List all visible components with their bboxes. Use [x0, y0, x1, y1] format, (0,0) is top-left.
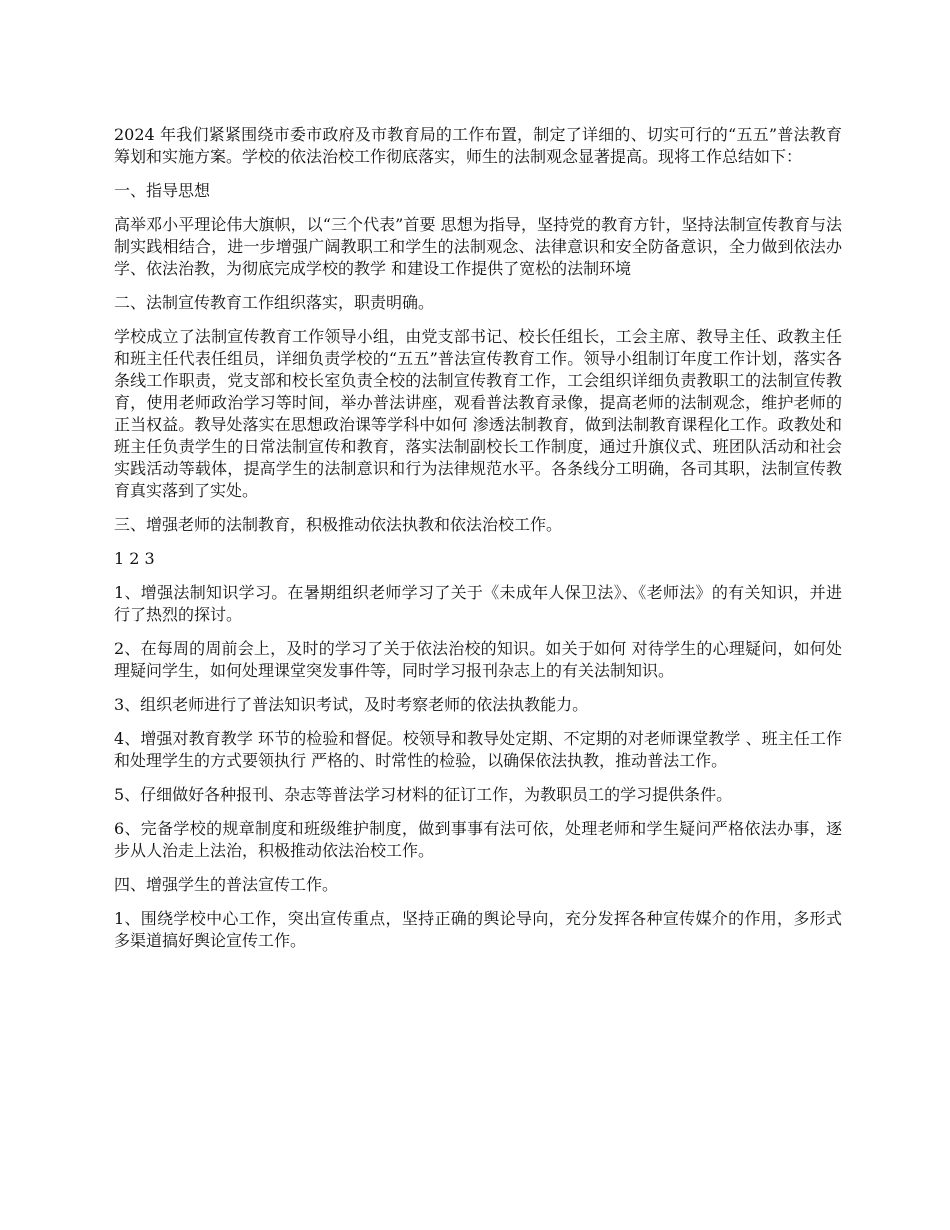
guiding-thought-paragraph: 高举邓小平理论伟大旗帜，以“三个代表”首要 思想为指导，坚持党的教育方针，坚持法制宣传教育与法制实践相结合，进一步增强广阔教职工和学生的法制观念、法律意识和安全防备意识，全力做到依法办学、依法治教，为彻底完成学校的教学 和建设工作提供了宽松的法制环境 — [114, 215, 842, 278]
list-item-1: 1、增强法制知识学习。在暑期组织老师学习了关于《未成年人保卫法》、《老师法》的有关知识，并进行了热烈的探讨。 — [114, 583, 842, 624]
section-heading-4: 四、增强学生的普法宣传工作。 — [114, 875, 339, 894]
section-heading-3: 三、增强老师的法制教育，积极推动依法执教和依法治校工作。 — [114, 515, 563, 534]
list-item-2: 2、在每周的周前会上，及时的学习了关于依法治校的知识。如关于如何 对待学生的心理疑问，如何处理疑问学生，如何处理课堂突发事件等，同时学习报刊杂志上的有关法制知识。 — [114, 639, 842, 680]
document-page — [114, 124, 842, 964]
organization-paragraph: 学校成立了法制宣传教育工作领导小组，由党支部书记、校长任组长，工会主席、教导主任、政教主任和班主任代表任组员，详细负责学校的“五五”普法宣传教育工作。领导小组制订年度工作计划，落实各条线工作职责，党支部和校长室负责全校的法制宣传教育工作，工会组织详细负责教职工的法制宣传教育，使用老师政治学习等时间，举办普法讲座，观看普法教育录像，提高老师的法制观念，维护老师的正当权益。教导处落实在思想政治课等学科中如何 渗透法制教育，做到法制教育课程化工作。政教处和班主任负责学生的日常法制宣传和教育，落实法制副校长工作制度，通过升旗仪式、班团队活动和社会实践活动等载体，提高学生的法制意识和行为法律规范水平。各条线分工明确，各司其职，法制宣传教育真实落到了实处。 — [114, 327, 842, 500]
section-heading-1: 一、指导思想 — [114, 181, 211, 200]
student-list-item-1: 1、围绕学校中心工作，突出宣传重点，坚持正确的舆论导向，充分发挥各种宣传媒介的作用，多形式多渠道搞好舆论宣传工作。 — [114, 909, 842, 950]
section-heading-2: 二、法制宣传教育工作组织落实，职责明确。 — [114, 293, 435, 312]
list-item-4: 4、增强对教育教学 环节的检验和督促。校领导和教导处定期、不定期的对老师课堂教学 、班主任工作和处理学生的方式要领执行 严格的、时常性的检验，以确保依法执教，推动普法工作。 — [114, 729, 842, 770]
intro-paragraph: 2024 年我们紧紧围绕市委市政府及市教育局的工作布置，制定了详细的、切实可行的“五五”普法教育筹划和实施方案。学校的依法治校工作彻底落实，师生的法制观念显著提高。现将工作总结如下： — [114, 125, 842, 166]
numbering-line: 1 2 3 — [114, 549, 155, 568]
list-item-6: 6、完备学校的规章制度和班级维护制度，做到事事有法可依，处理老师和学生疑问严格依法办事，逐步从人治走上法治，积极推动依法治校工作。 — [114, 819, 842, 860]
list-item-5: 5、仔细做好各种报刊、杂志等普法学习材料的征订工作，为教职员工的学习提供条件。 — [114, 785, 733, 804]
list-item-3: 3、组织老师进行了普法知识考试，及时考察老师的依法执教能力。 — [114, 695, 589, 714]
